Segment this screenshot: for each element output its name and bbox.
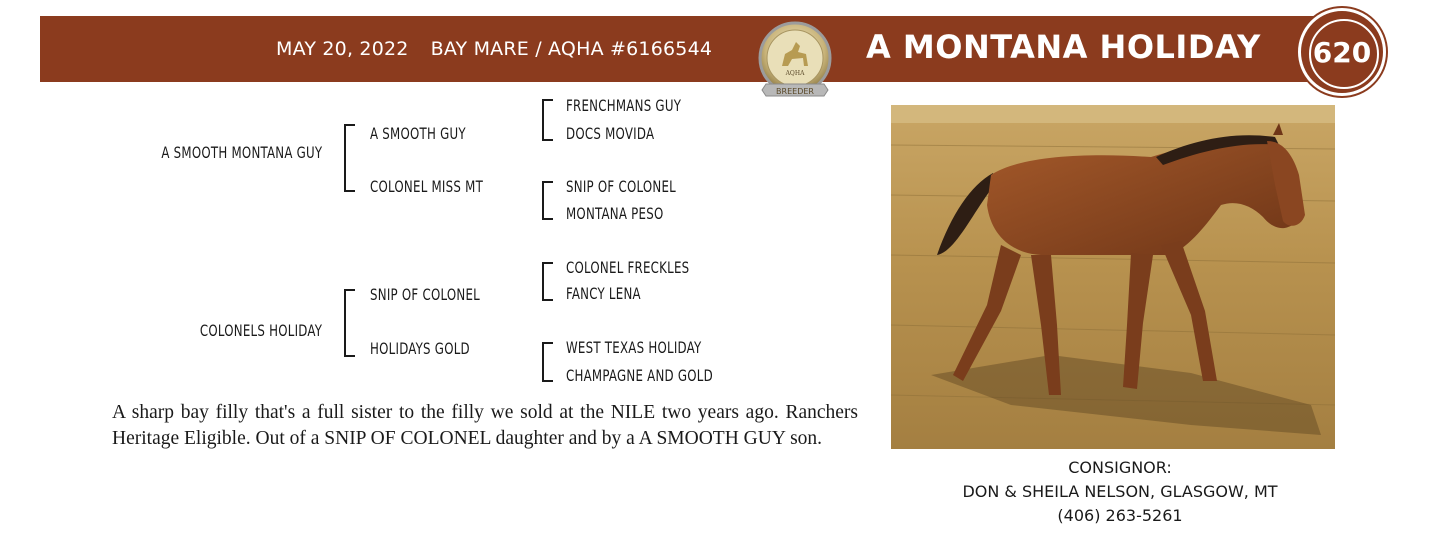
pedigree-sdd: MONTANA PESO [566, 204, 664, 223]
consignor-label: CONSIGNOR: [1068, 458, 1172, 477]
pedigree-ssd: DOCS MOVIDA [566, 124, 655, 143]
pedigree-sire: A SMOOTH MONTANA GUY [160, 143, 322, 162]
lot-number: 620 [1312, 35, 1372, 69]
seal-middle-text: AQHA [785, 70, 805, 77]
pedigree-dam: COLONELS HOLIDAY [199, 321, 322, 340]
pedigree-sds: SNIP OF COLONEL [566, 177, 676, 196]
pedigree-dam-sire: SNIP OF COLONEL [370, 285, 480, 304]
pedigree-bracket [344, 289, 355, 357]
sale-date: MAY 20, 2022 [276, 38, 409, 60]
consignor-block [900, 456, 1340, 528]
pedigree-sire-sire: A SMOOTH GUY [370, 124, 466, 143]
pedigree-dam-dam: HOLIDAYS GOLD [370, 339, 470, 358]
lot-number-badge [1298, 8, 1386, 96]
pedigree-bracket [542, 342, 553, 382]
consignor-name: DON & SHEILA NELSON, GLASGOW, MT [962, 482, 1278, 501]
pedigree-bracket [344, 124, 355, 192]
pedigree-dsd: FANCY LENA [566, 284, 641, 303]
ranching-heritage-breeder-seal [752, 20, 838, 108]
pedigree-dds: WEST TEXAS HOLIDAY [566, 338, 702, 357]
pedigree-dss: COLONEL FRECKLES [566, 258, 690, 277]
horse-name: A MONTANA HOLIDAY [866, 28, 1261, 66]
lot-description: A sharp bay filly that's a full sister to the filly we sold at the NILE two years ago. Ranchers Heritage Eligible. Out of a SNIP OF COLONEL daughter and by a A SMOOTH GUY son. [112, 402, 858, 449]
pedigree-ddd: CHAMPAGNE AND GOLD [566, 366, 713, 385]
pedigree-sss: FRENCHMANS GUY [566, 96, 682, 115]
consignor-phone: (406) 263-5261 [1057, 506, 1183, 525]
pedigree-sire-dam: COLONEL MISS MT [370, 177, 484, 196]
pedigree-bracket [542, 262, 553, 301]
horse-photo [891, 105, 1335, 449]
horse-description: BAY MARE / AQHA #6166544 [430, 38, 713, 60]
header-subtitle [276, 38, 734, 60]
pedigree-bracket [542, 99, 553, 141]
pedigree-bracket [542, 181, 553, 220]
seal-ribbon-text: BREEDER [776, 87, 814, 96]
